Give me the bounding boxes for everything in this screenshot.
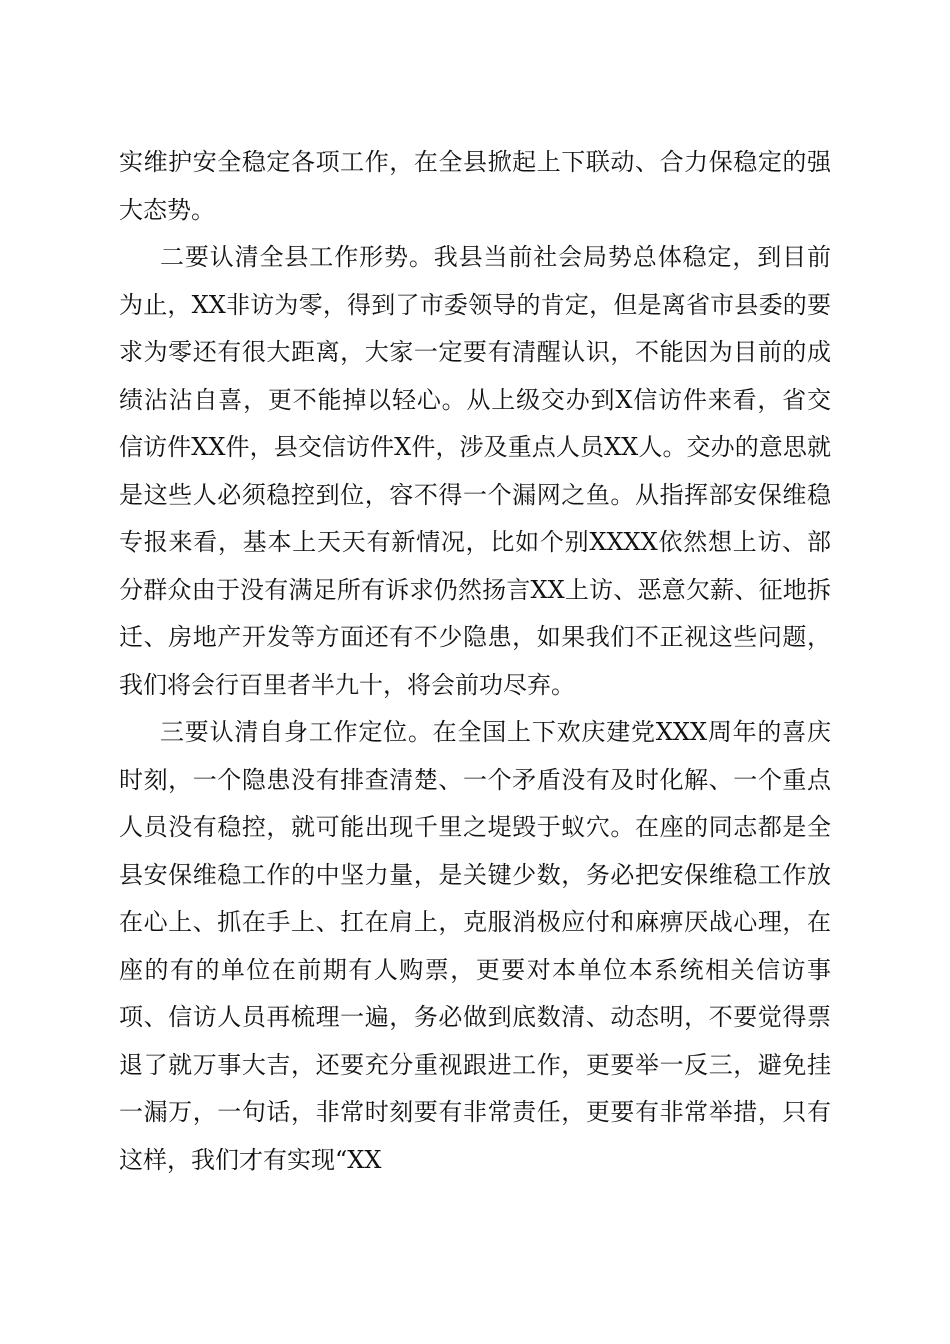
paragraph-work-positioning: 三要认清自身工作定位。在全国上下欢庆建党XXX周年的喜庆时刻，一个隐患没有排查清楚、一个矛盾没有及时化解、一个重点人员没有稳控，就可能出现千里之堤毁于蚁穴。在座的同志都是全县安保维稳工作的中坚力量，是关键少数，务必把安保维稳工作放在心上、抓在手上、扛在肩上，克服消极应付和麻痹厌战心理，在座的有的单位在前期有人购票，更要对本单位本系统相关信访事项、信访人员再梳理一遍，务必做到底数清、动态明，不要觉得票退了就万事大吉，还要充分重视跟进工作，更要举一反三，避免挂一漏万，一句话，非常时刻要有非常责任，更要有非常举措，只有这样，我们才有实现“XX xyxy=(119,718,831,1174)
paragraph-continuation: 实维护安全稳定各项工作，在全县掀起上下联动、合力保稳定的强大态势。 xyxy=(119,148,831,224)
document-body xyxy=(119,139,831,1184)
paragraph-work-situation: 二要认清全县工作形势。我县当前社会局势总体稳定，到目前为止，XX非访为零，得到了市委领导的肯定，但是离省市县委的要求为零还有很大距离，大家一定要有清醒认识，不能因为目前的成绩沾沾自喜，更不能掉以轻心。从上级交办到X信访件来看，省交信访件XX件，县交信访件X件，涉及重点人员XX人。交办的意思就是这些人必须稳控到位，容不得一个漏网之鱼。从指挥部安保维稳专报来看，基本上天天有新情况，比如个别XXXX依然想上访、部分群众由于没有满足所有诉求仍然扬言XX上访、恶意欠薪、征地拆迁、房地产开发等方面还有不少隐患，如果我们不正视这些问题，我们将会行百里者半九十，将会前功尽弃。 xyxy=(119,243,831,699)
